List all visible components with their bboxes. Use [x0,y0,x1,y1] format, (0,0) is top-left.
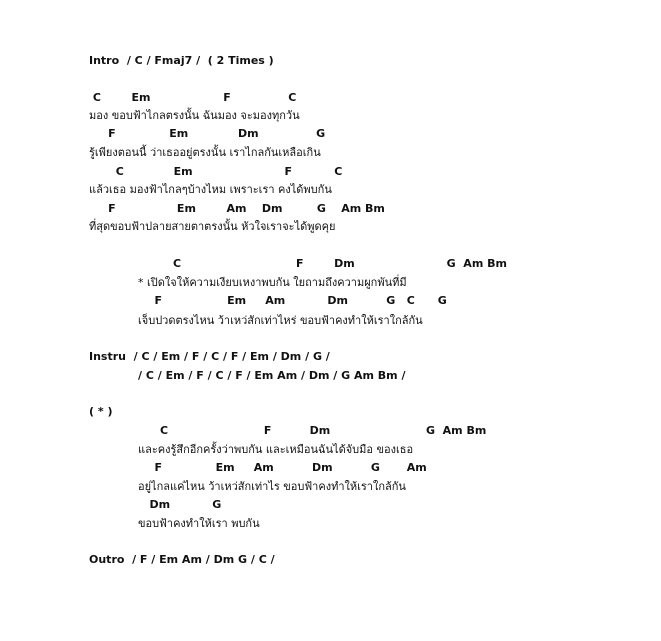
verse-chords-3: C Em F C [89,165,343,178]
chorus2-lyric-1: และคงรู้สึกอีกครั้งว่าพบกัน และเหมือนฉันได้จับมือ ของเธอ [138,443,414,456]
verse-lyric-1: มอง ขอบฟ้าไกลตรงนั้น ฉันมอง จะมองทุกวัน [89,109,300,122]
verse-lyric-2: รู้เพียงตอนนี้ ว่าเธออยู่ตรงนั้น เราไกลกันเหลือเกิน [89,146,321,159]
instru-line-1: Instru / C / Em / F / C / F / Em / Dm / G / [89,350,330,363]
chorus1-chords-1: C F Dm G Am Bm [173,257,507,270]
outro-line: Outro / F / Em Am / Dm G / C / [89,553,275,566]
instru-line-2: / C / Em / F / C / F / Em Am / Dm / G Am Bm / [138,369,406,382]
verse-lyric-3: แล้วเธอ มองฟ้าไกลๆบ้างไหม เพราะเรา คงได้พบกัน [89,183,332,196]
chorus2-lyric-2: อยู่ไกลแค่ไหน ว้าเหว่สักเท่าไร ขอบฟ้าคงทำให้เราใกล้กัน [138,480,406,493]
chorus1-lyric-2: เจ็บปวดตรงไหน ว้าเหว่สักเท่าไหร่ ขอบฟ้าคงทำให้เราใกล้กัน [138,314,423,327]
chorus2-lyric-3: ขอบฟ้าคงทำให้เรา พบกัน [138,517,260,530]
chorus2-chords-3: Dm G [138,498,222,511]
repeat-marker: ( * ) [89,405,113,418]
verse-chords-4: F Em Am Dm G Am Bm [89,202,385,215]
verse-lyric-4: ที่สุดขอบฟ้าปลายสายตาตรงนั้น หัวใจเราจะได้พูดคุย [89,220,336,233]
chorus1-chords-2: F Em Am Dm G C G [143,294,447,307]
chorus2-chords-1: C F Dm G Am Bm [160,424,487,437]
intro-line: Intro / C / Fmaj7 / ( 2 Times ) [89,54,274,67]
chorus1-lyric-1: * เปิดใจให้ความเงียบเหงาพบกัน ใยถามถึงความผูกพันที่มี [138,276,407,289]
verse-chords-2: F Em Dm G [89,127,326,140]
chorus2-chords-2: F Em Am Dm G Am [143,461,427,474]
verse-chords-1: C Em F C [89,91,297,104]
